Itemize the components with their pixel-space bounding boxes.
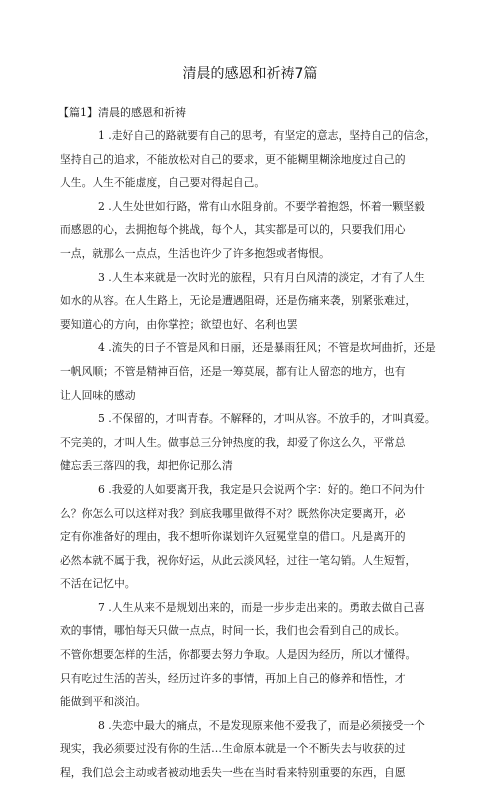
paragraph-line: 1 .走好自己的路就要有自己的思考，有坚定的意志，坚持自己的信念， [98, 129, 436, 142]
section-heading: 【篇1】清晨的感恩和祈祷 [58, 106, 186, 119]
paragraph-line: 7 .人生从来不是规划出来的，而是一步步走出来的。勇敢去做自己喜 [98, 600, 425, 614]
paragraph [60, 596, 443, 714]
paragraph-line: 么？你怎么可以这样对我？到底我哪里做得不对？既然你决定要离开，必 [60, 506, 406, 520]
paragraph-line: 3 .人生本来就是一次时光的旅程，只有月白风清的淡定，才有了人生 [98, 270, 425, 284]
paragraph-line: 必然本就不属于我，祝你好运，从此云淡风轻，过往一笔勾销。人生短暂， [60, 553, 417, 567]
paragraph [60, 336, 443, 407]
paragraph-list [60, 124, 443, 785]
paragraph-line: 坚持自己的追求，不能放松对自己的要求，更不能糊里糊涂地度过自己的 [60, 152, 406, 166]
document-body [60, 101, 443, 785]
paragraph-line: 如水的从容。在人生路上，无论是遭遇阻碍，还是伤痛来袭，别紧张难过， [60, 294, 417, 308]
paragraph-line: 健忘丢三落四的我，却把你记那么清 [60, 459, 233, 473]
paragraph [60, 195, 443, 266]
paragraph [60, 266, 443, 337]
paragraph-line: 现实，我必须要过没有你的生活…生命原本就是一个不断失去与收获的过 [60, 742, 406, 756]
paragraph-line: 不活在记忆中。 [60, 577, 136, 591]
paragraph-line: 6 .我爱的人如要离开我，我定是只会说两个字：好的。绝口不问为什 [98, 482, 425, 496]
paragraph-line: 程，我们总会主动或者被动地丢失一些在当时看来特别重要的东西，自愿 [60, 766, 406, 780]
paragraph-line: 一点，就那么一点点，生活也许少了许多抱怨或者悔恨。 [60, 246, 330, 260]
paragraph [60, 124, 443, 195]
paragraph-line: 而感恩的心，去拥抱每个挑战，每个人，其实都是可以的，只要我们用心 [60, 223, 406, 237]
paragraph-line: 能做到平和淡泊。 [60, 695, 147, 709]
paragraph-line: 人生。人生不能虚度，自己要对得起自己。 [60, 176, 266, 190]
paragraph-line: 8 .失恋中最大的痛点，不是发现原来他不爱我了，而是必须接受一个 [98, 718, 425, 732]
paragraph-line: 让人回味的感动 [60, 388, 136, 402]
paragraph-line: 只有吃过生活的苦头，经历过许多的事情，再加上自己的修养和悟性，才 [60, 671, 406, 685]
paragraph-line: 一帆风顺；不管是精神百倍，还是一筹莫展，都有让人留恋的地方，也有 [60, 364, 406, 378]
paragraph-line: 不完美的，才叫人生。做事总三分钟热度的我，却爱了你这么久，平常总 [60, 435, 406, 449]
paragraph-line: 不管你想要怎样的生活，你都要去努力争取。人是因为经历，所以才懂得。 [60, 648, 417, 662]
paragraph [60, 478, 443, 596]
paragraph [60, 714, 443, 785]
paragraph-line: 定有你准备好的理由，我不想听你谋划许久冠冕堂皇的借口。凡是离开的 [60, 530, 406, 544]
document-title: 清晨的感恩和祈祷7篇 [182, 66, 318, 82]
paragraph-line: 4 .流失的日子不管是风和日丽，还是暴雨狂风；不管是坎坷曲折，还是 [98, 341, 436, 355]
paragraph-line: 2 .人生处世如行路，常有山水阻身前。不要学着抱怨，怀着一颗坚毅 [98, 199, 425, 213]
paragraph-line: 5 .不保留的，才叫青春。不解释的，才叫从容。不放手的，才叫真爱。 [98, 412, 436, 426]
paragraph-line: 要知道心的方向，由你掌控；欲望也好、名利也罢 [60, 317, 298, 331]
paragraph [60, 407, 443, 478]
paragraph-line: 欢的事情，哪怕每天只做一点点，时间一长，我们也会看到自己的成长。 [60, 624, 406, 638]
